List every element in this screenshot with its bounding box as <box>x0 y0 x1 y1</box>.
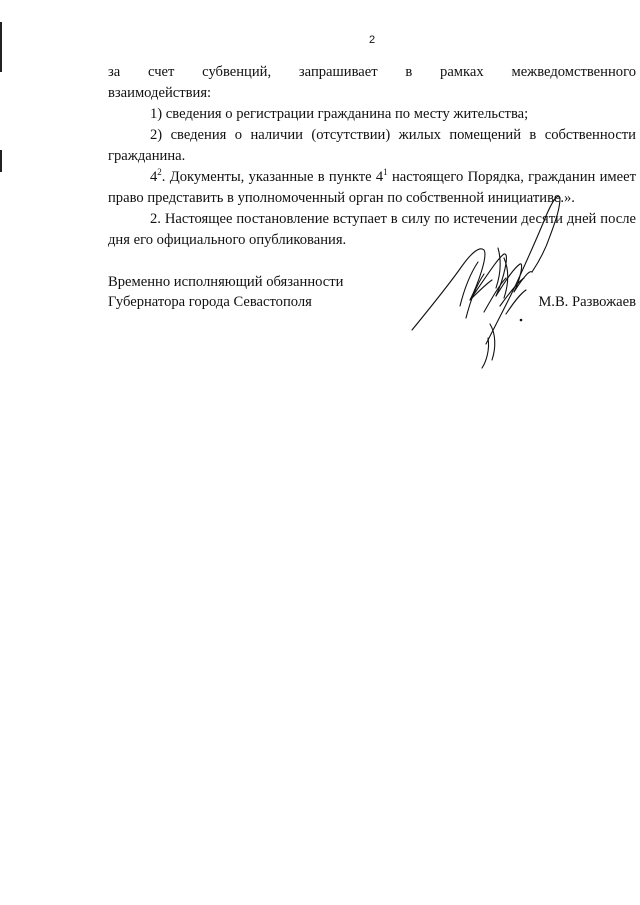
paragraph-4-2-text-b: настоящего Порядка, гражданин имеет право представить в уполномоченный орган по собственной инициативе.». <box>108 169 636 206</box>
list-item-2: 2) сведения о наличии (отсутствии) жилых помещений в собственности гражданина. <box>108 127 636 164</box>
scan-edge-mid <box>0 150 2 172</box>
handwritten-signature <box>400 188 600 370</box>
signature-dot <box>520 319 523 322</box>
signatory-title-line-1: Временно исполняющий обязанности <box>108 274 344 290</box>
list-item-1: 1) сведения о регистрации гражданина по месту жительства; <box>150 106 529 122</box>
scan-edge-top <box>0 22 2 72</box>
page-number: 2 <box>368 34 376 46</box>
body-line-2: взаимодействия: <box>108 85 212 101</box>
paragraph-4-2-text-a: . Документы, указанные в пункте 4 <box>161 169 384 185</box>
paragraph-2: 2. Настоящее постановление вступает в силу по истечении десяти дней после дня его официального опубликования. <box>108 211 636 248</box>
paragraph-4-2-number: 4 <box>150 169 158 185</box>
body-line-1: за счет субвенций, запрашивает в рамках межведомственного <box>108 64 636 80</box>
paragraph-4-2-superscript: 2 <box>157 167 162 178</box>
signatory-title-line-2: Губернатора города Севастополя <box>108 294 312 310</box>
signatory-name: М.В. Развожаев <box>538 294 636 310</box>
paragraph-4-2-reference-superscript: 1 <box>383 167 388 178</box>
